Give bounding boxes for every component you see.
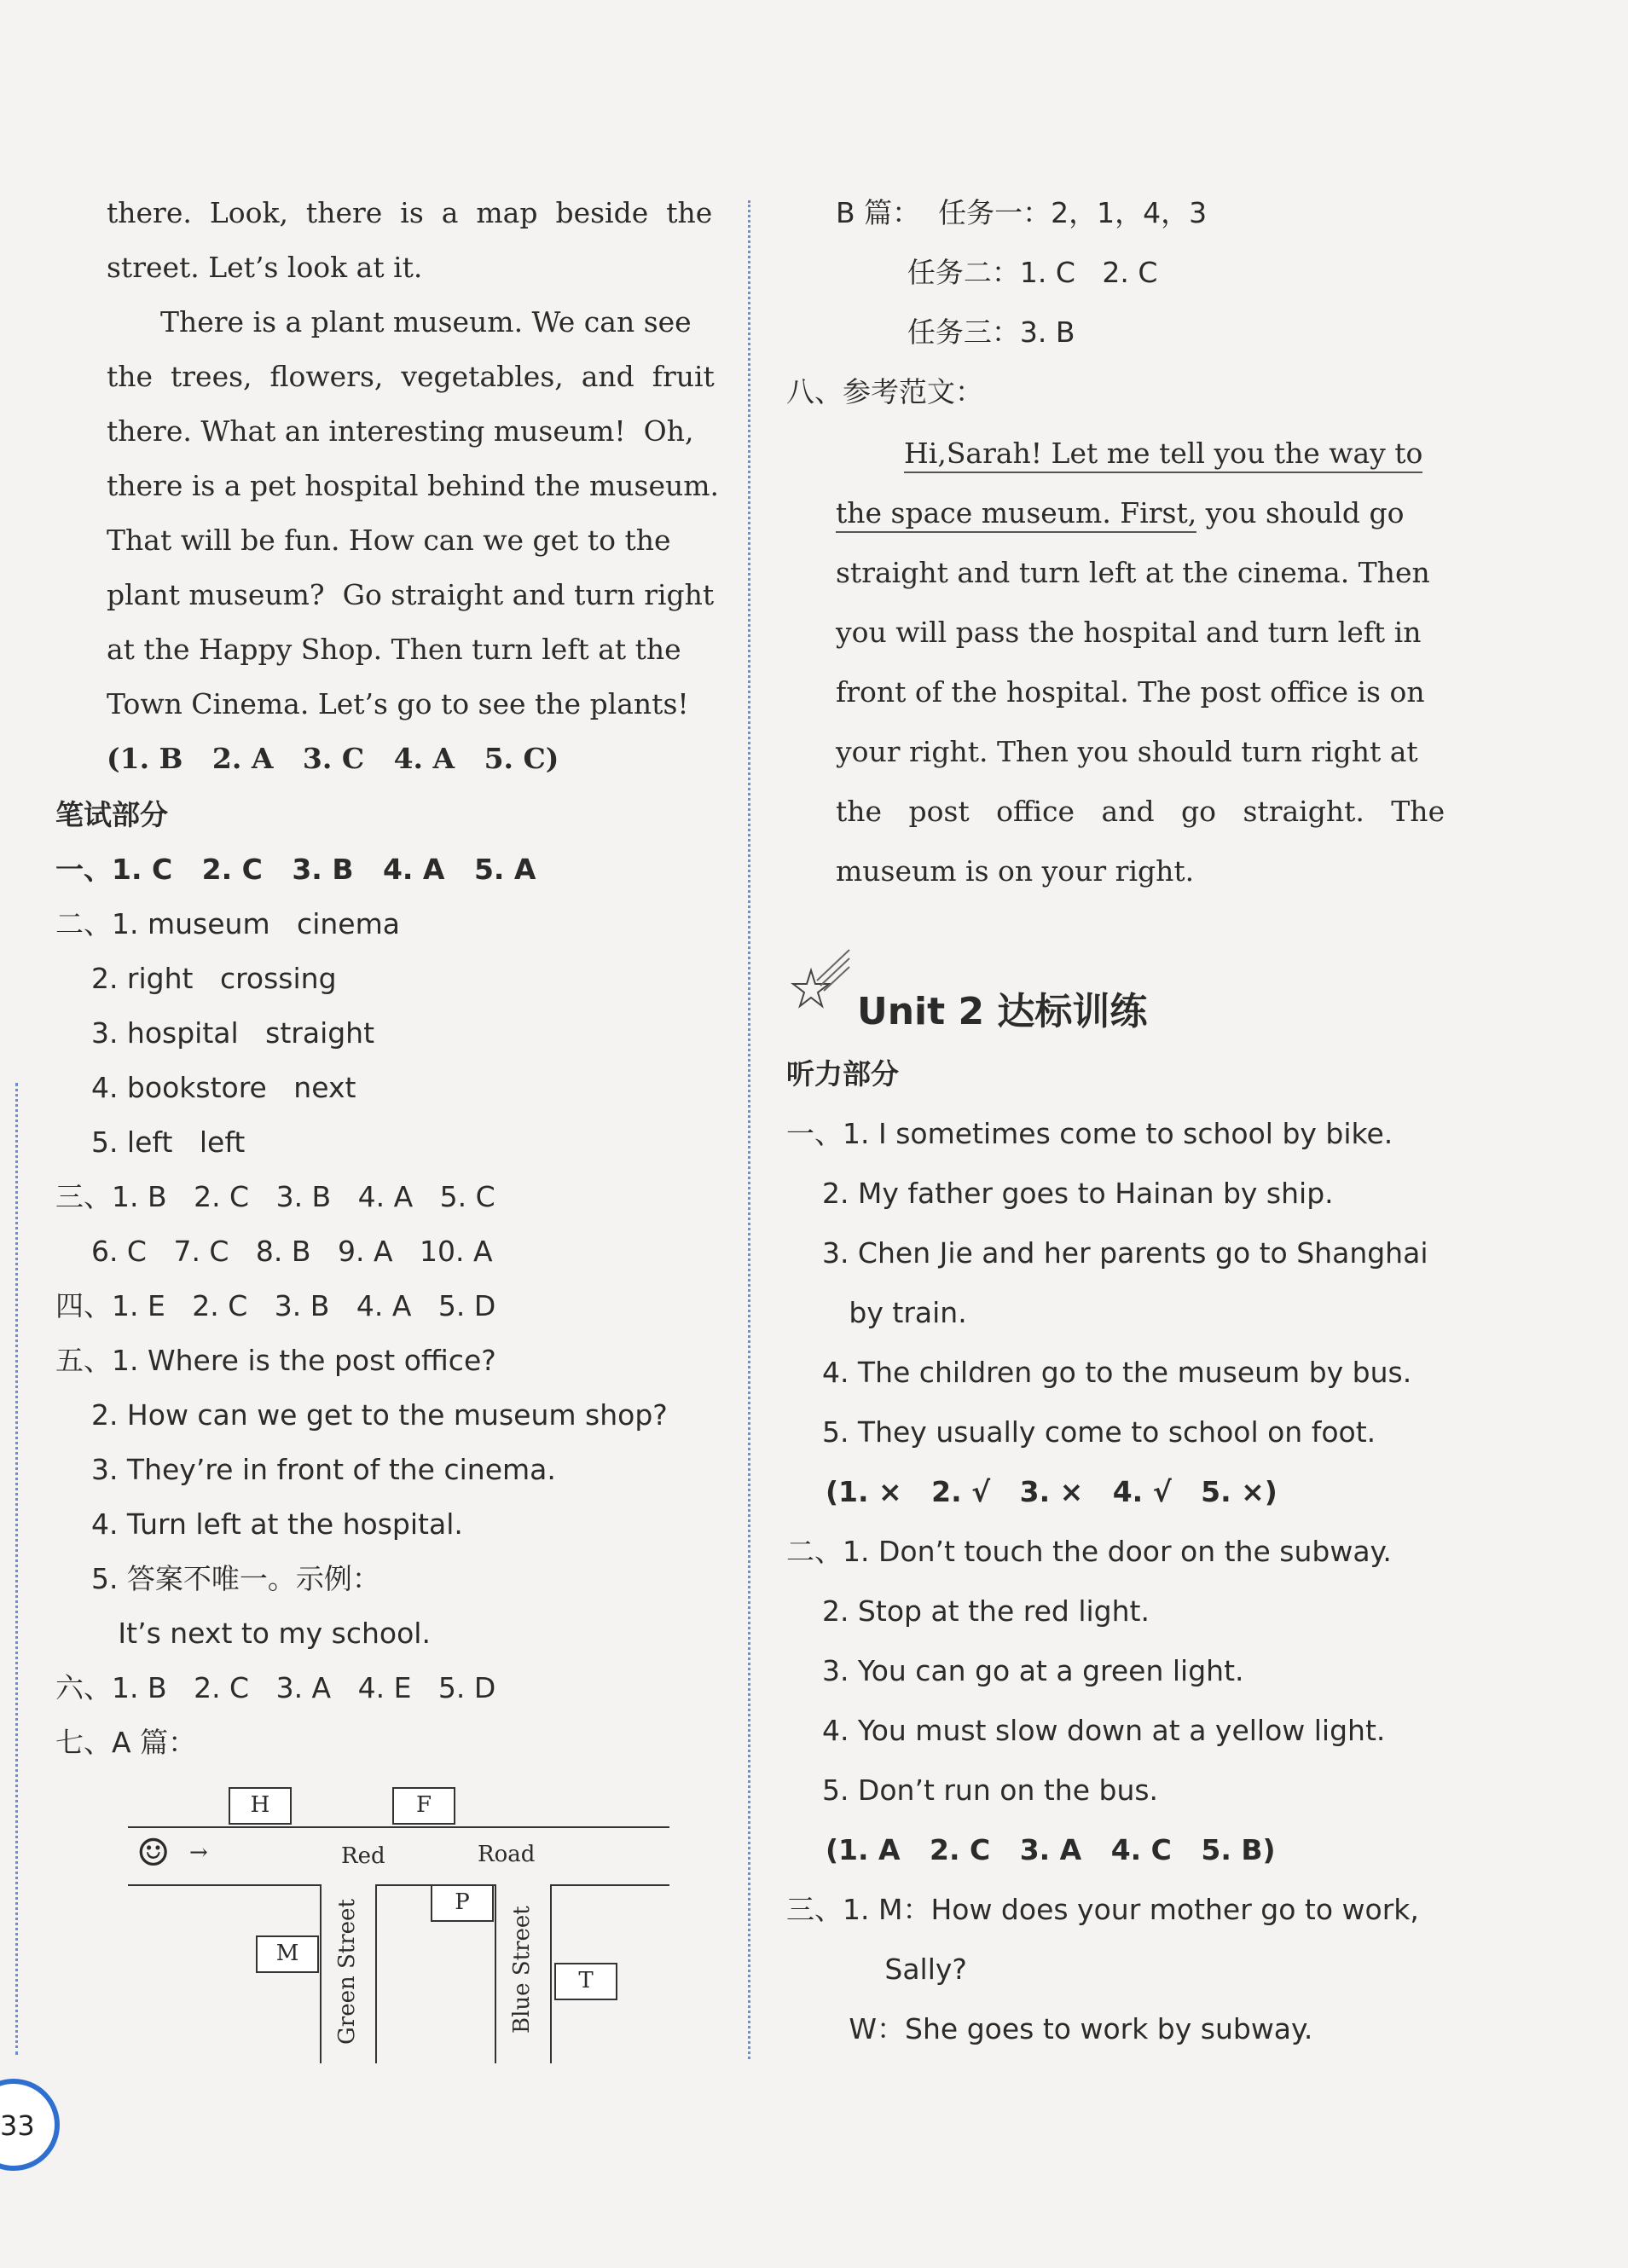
answer-line: 4. Turn left at the hospital. xyxy=(55,1507,463,1541)
street-edge xyxy=(320,1884,322,2063)
essay-line: front of the hospital. The post office is on xyxy=(836,675,1425,709)
answer-line: 二、1. Don’t touch the door on the subway. xyxy=(786,1535,1392,1568)
answer-line: 三、1. M：How does your mother go to work, xyxy=(786,1893,1419,1926)
answer-line: 二、1. museum cinema xyxy=(55,907,400,940)
text-line: the trees, flowers, vegetables, and fruit xyxy=(107,360,715,393)
arrow-icon: → xyxy=(189,1840,208,1866)
answer-line: 5. left left xyxy=(55,1125,246,1159)
answer-line: by train. xyxy=(786,1296,967,1329)
text-line: street. Let’s look at it. xyxy=(107,251,423,284)
map-box-t: T xyxy=(554,1963,617,2000)
map-box-p: P xyxy=(431,1884,494,1922)
answer-line: 4. You must slow down at a yellow light. xyxy=(786,1714,1386,1747)
unit-title: Unit 2 达标训练 xyxy=(857,990,1148,1033)
text-line: plant museum? Go straight and turn right xyxy=(107,578,715,611)
street-label: Blue Street xyxy=(509,1906,535,2034)
essay-line: museum is on your right. xyxy=(836,854,1195,888)
answer-line: 4. The children go to the museum by bus. xyxy=(786,1356,1412,1389)
essay-text: you should go xyxy=(1196,496,1405,529)
margin-dotted-line xyxy=(15,1083,18,2055)
road-top-edge xyxy=(128,1826,669,1828)
answer-line: 3. Chen Jie and her parents go to Shanghai xyxy=(786,1236,1428,1270)
essay-line xyxy=(904,437,1422,471)
answer-line: (1. × 2. √ 3. × 4. √ 5. ×) xyxy=(786,1475,1277,1508)
answer-line: 3. You can go at a green light. xyxy=(786,1654,1244,1687)
answer-line: W：She goes to work by subway. xyxy=(786,2012,1313,2045)
street-edge xyxy=(375,1884,377,2063)
answer-line: 任务三：3. B xyxy=(836,315,1075,349)
road-label: Red xyxy=(341,1843,385,1869)
essay-line: you will pass the hospital and turn left in xyxy=(836,616,1422,649)
answer-line: 5. They usually come to school on foot. xyxy=(786,1415,1376,1449)
answer-line: 一、1. I sometimes come to school by bike. xyxy=(786,1117,1393,1150)
answer-line: 六、1. B 2. C 3. A 4. E 5. D xyxy=(55,1671,496,1704)
answer-line: 2. How can we get to the museum shop? xyxy=(55,1398,668,1432)
column-divider xyxy=(748,200,750,2059)
answer-line: 2. My father goes to Hainan by ship. xyxy=(786,1177,1334,1210)
text-line: There is a plant museum. We can see xyxy=(107,305,692,338)
map-box-m: M xyxy=(256,1935,319,1973)
answer-line: (1. B 2. A 3. C 4. A 5. C) xyxy=(107,742,559,775)
road-bottom-edge xyxy=(550,1884,669,1886)
answer-line: 一、1. C 2. C 3. B 4. A 5. A xyxy=(55,853,536,886)
road-label: Road xyxy=(478,1842,536,1867)
section-heading: 八、参考范文： xyxy=(786,375,983,408)
answer-line: 3. hospital straight xyxy=(55,1016,375,1050)
answer-line: It’s next to my school. xyxy=(55,1617,431,1650)
street-label: Green Street xyxy=(334,1899,360,2045)
essay-line: the post office and go straight. The xyxy=(836,795,1446,828)
map-box-f: F xyxy=(392,1787,455,1825)
boy-icon: ☺ xyxy=(136,1831,171,1875)
page-number: 33 xyxy=(0,2109,35,2142)
text-line: Town Cinema. Let’s go to see the plants! xyxy=(107,687,689,720)
essay-line xyxy=(836,496,1404,530)
section-heading: 听力部分 xyxy=(786,1057,899,1091)
answer-line: 3. They’re in front of the cinema. xyxy=(55,1453,556,1486)
answer-line: 任务二：1. C 2. C xyxy=(836,256,1158,289)
answer-line: 三、1. B 2. C 3. B 4. A 5. C xyxy=(55,1180,495,1213)
essay-underlined: Hi,Sarah! Let me tell you the way to xyxy=(904,437,1422,473)
text-line: at the Happy Shop. Then turn left at the xyxy=(107,633,681,666)
section-heading: 笔试部分 xyxy=(55,798,168,831)
essay-line: straight and turn left at the cinema. Then xyxy=(836,556,1430,589)
text-line: That will be fun. How can we get to the xyxy=(107,524,671,557)
street-edge xyxy=(550,1884,552,2063)
text-line: there. Look, there is a map beside the xyxy=(107,196,713,229)
answer-line: 五、1. Where is the post office? xyxy=(55,1344,496,1377)
map-box-h: H xyxy=(229,1787,292,1825)
essay-underlined: the space museum. First, xyxy=(836,496,1196,533)
answer-line: 5. Don’t run on the bus. xyxy=(786,1773,1159,1807)
essay-line: your right. Then you should turn right at xyxy=(836,735,1418,768)
answer-line: 2. right crossing xyxy=(55,962,337,995)
answer-line: (1. A 2. C 3. A 4. C 5. B) xyxy=(786,1833,1276,1866)
answer-line: B 篇： 任务一：2，1，4，3 xyxy=(836,196,1208,229)
answer-line: 5. 答案不唯一。示例： xyxy=(55,1562,380,1595)
star-icon xyxy=(783,946,851,1015)
answer-line: 6. C 7. C 8. B 9. A 10. A xyxy=(55,1235,493,1268)
street-map xyxy=(128,1773,674,2063)
answer-line: 四、1. E 2. C 3. B 4. A 5. D xyxy=(55,1289,496,1322)
text-line: there is a pet hospital behind the museum. xyxy=(107,469,720,502)
road-bottom-edge xyxy=(128,1884,320,1886)
answer-line: Sally? xyxy=(786,1953,967,1986)
answer-line: 4. bookstore next xyxy=(55,1071,356,1104)
answer-line: 七、A 篇： xyxy=(55,1726,197,1759)
answer-line: 2. Stop at the red light. xyxy=(786,1594,1150,1628)
text-line: there. What an interesting museum! Oh, xyxy=(107,414,694,448)
street-edge xyxy=(495,1884,496,2063)
